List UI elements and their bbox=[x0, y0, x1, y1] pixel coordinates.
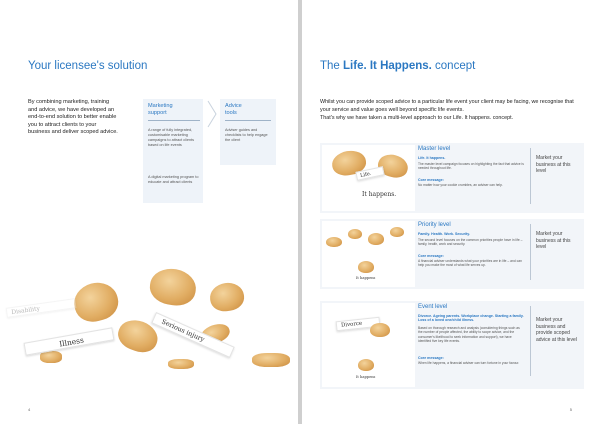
event-level-title: Event level bbox=[418, 304, 448, 310]
cookie-image bbox=[208, 281, 246, 313]
event-level-core-label: Core message: bbox=[418, 356, 444, 360]
fortune-slip-illness: Illness bbox=[24, 327, 115, 355]
page-number-right: 5 bbox=[569, 407, 572, 412]
event-level-description: Based on thorough research and analysis (considering things such as the number of people affected, the ability to scope advice, and the consumer's likelihood to seek information and support), we have identified five key life events. bbox=[418, 326, 520, 344]
cookie-image bbox=[70, 278, 122, 326]
fortune-slip-serious-injury: Serious injury bbox=[151, 312, 234, 358]
cookie-image bbox=[370, 323, 390, 337]
box-divider bbox=[148, 120, 200, 121]
left-page bbox=[0, 0, 298, 424]
chevron-right-icon bbox=[206, 100, 218, 128]
marketing-support-title-line1: Marketing bbox=[148, 103, 173, 109]
panel-divider bbox=[530, 224, 531, 280]
master-level-title: Master level bbox=[418, 146, 451, 152]
fortune-slip-faded: Disability bbox=[6, 298, 77, 318]
master-level-core-label: Core message: bbox=[418, 178, 444, 182]
cookie-crumb-image bbox=[252, 353, 290, 367]
cookie-image bbox=[368, 233, 384, 245]
marketing-support-para1: A range of fully integrated, customisable marketing campaigns to attract clients based on life events bbox=[148, 128, 195, 147]
priority-level-panel bbox=[320, 219, 584, 289]
marketing-support-para2: A digital marketing program to educate and attract clients bbox=[148, 175, 199, 184]
cookie-image bbox=[147, 265, 199, 308]
advice-tools-box bbox=[220, 99, 276, 165]
it-happens-label: It happens bbox=[356, 375, 376, 379]
panel-divider bbox=[530, 306, 531, 376]
cookie-image bbox=[326, 237, 342, 247]
master-level-subtitle: Life. It happens. bbox=[418, 156, 446, 160]
priority-level-description: The second level focuses on the common priorities people have in life – family, health, work and security. bbox=[418, 238, 523, 247]
priority-level-title: Priority level bbox=[418, 222, 451, 228]
left-intro-text: By combining marketing, training and advice, we have developed an end-to-end solution to better enable you to attract clients to your business and deliver scoped advice. bbox=[28, 99, 118, 136]
advice-tools-para1: Adviser guides and checklists to help engage the client bbox=[225, 128, 268, 142]
fortune-slip-divorce: Divorce bbox=[336, 317, 381, 332]
master-level-description: The master level campaign focuses on highlighting the fact that advice is needed throughout life. bbox=[418, 162, 524, 171]
box-divider bbox=[225, 120, 271, 121]
priority-level-core-message: A financial adviser understands what your priorities are in life – and can help you make the most of what life serves up. bbox=[418, 259, 522, 268]
page-number-left: 4 bbox=[28, 407, 31, 412]
advice-tools-title-line2: tools bbox=[225, 110, 237, 116]
advice-tools-title-line1: Advice bbox=[225, 103, 242, 109]
right-page-title: The Life. It Happens. concept bbox=[320, 60, 476, 72]
cookie-image bbox=[390, 227, 404, 237]
priority-level-side-note: Market your business at this level bbox=[536, 231, 571, 251]
priority-level-image bbox=[322, 221, 415, 287]
left-page-title: Your licensee's solution bbox=[28, 60, 148, 72]
it-happens-label: It happens. bbox=[362, 191, 397, 198]
fortune-cookies-illustration bbox=[0, 255, 298, 405]
marketing-support-title-line2: support bbox=[148, 110, 167, 116]
right-intro-paragraph2: That's why we have taken a multi-level approach to our Life. It happens. concept. bbox=[320, 115, 514, 122]
event-level-subtitle: Divorce. Ageing parents. Workplace change. Starting a family. Loss of a loved one/child illness. bbox=[418, 314, 524, 323]
cookie-image bbox=[358, 261, 374, 273]
cookie-crumb-image bbox=[40, 351, 62, 363]
panel-divider bbox=[530, 148, 531, 204]
right-intro-text bbox=[320, 98, 582, 123]
event-level-panel bbox=[320, 301, 584, 389]
cookie-crumb-image bbox=[168, 359, 194, 369]
priority-level-core-label: Core message: bbox=[418, 254, 444, 258]
event-level-image bbox=[322, 303, 415, 387]
it-happens-label: It happens bbox=[356, 276, 376, 280]
right-page bbox=[302, 0, 600, 424]
cookie-image bbox=[348, 229, 362, 239]
event-level-core-message: When life happens, a financial adviser can turn fortune in your favour. bbox=[418, 361, 520, 365]
right-intro-paragraph1: Whilst you can provide scoped advice to a particular life event your client may be facing, we recognise that your service and value goes well beyond specific life events. bbox=[320, 99, 574, 114]
fortune-slip-life: Life. bbox=[355, 166, 384, 181]
event-level-side-note: Market your business and provide scoped advice at this level bbox=[536, 317, 577, 343]
master-level-panel bbox=[320, 143, 584, 213]
master-level-core-message: No matter how your cookie crumbles, an adviser can help. bbox=[418, 183, 503, 187]
priority-level-subtitle: Family. Health. Work. Security. bbox=[418, 232, 470, 236]
cookie-image bbox=[358, 359, 374, 371]
master-level-image bbox=[322, 145, 415, 211]
marketing-support-box bbox=[143, 99, 203, 203]
master-level-side-note: Market your business at this level bbox=[536, 155, 571, 175]
